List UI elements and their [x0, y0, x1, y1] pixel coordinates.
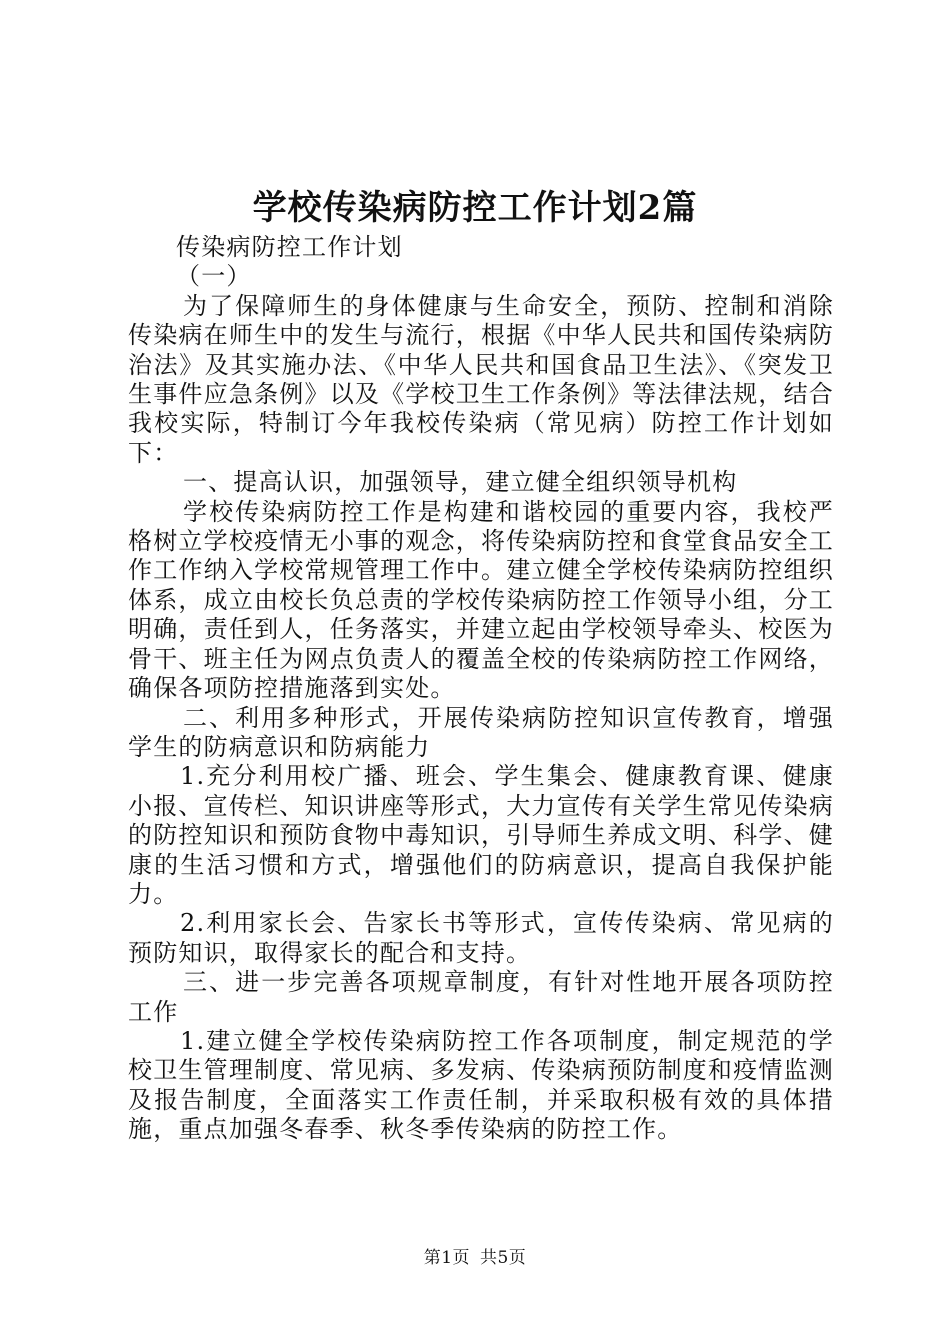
section-3-item-1: 1.建立健全学校传染病防控工作各项制度，制定规范的学校卫生管理制度、常见病、多发病、传染病预防制度和疫情监测及报告制度，全面落实工作责任制，并采取积极有效的具体措施，重点加强冬春季、秋冬季传染病的防控工作。: [128, 1026, 834, 1144]
section-2-item-2: 2.利用家长会、告家长书等形式，宣传传染病、常见病的预防知识，取得家长的配合和支持。: [128, 909, 834, 967]
section-heading-2: 二、利用多种形式，开展传染病防控知识宣传教育，增强学生的防病意识和防病能力: [128, 703, 834, 761]
intro-paragraph: 为了保障师生的身体健康与生命安全，预防、控制和消除传染病在师生中的发生与流行，根据《中华人民共和国传染病防治法》及其实施办法、《中华人民共和国食品卫生法》、《突发卫生事件应急条例》以及《学校卫生工作条例》等法律法规，结合我校实际，特制订今年我校传染病（常见病）防控工作计划如下：: [128, 291, 834, 467]
page-number: 第1页: [423, 1248, 471, 1268]
page-footer: [0, 1243, 950, 1268]
document-body: [128, 233, 834, 1145]
document-subtitle: 传染病防控工作计划: [176, 233, 403, 261]
section-2-item-1: 1.充分利用校广播、班会、学生集会、健康教育课、健康小报、宣传栏、知识讲座等形式，大力宣传有关学生常见传染病的防控知识和预防食物中毒知识，引导师生养成文明、科学、健康的生活习惯和方式，增强他们的防病意识，提高自我保护能力。: [128, 762, 834, 908]
document-title: 学校传染病防控工作计划2篇: [252, 188, 698, 228]
section-heading-1: 一、提高认识，加强领导，建立健全组织领导机构: [183, 468, 738, 497]
section-number: （一）: [176, 262, 252, 291]
page-total: 共5页: [479, 1248, 527, 1268]
section-heading-3: 三、进一步完善各项规章制度，有针对性地开展各项防控工作: [128, 968, 834, 1026]
section-1-paragraph: 学校传染病防控工作是构建和谐校园的重要内容，我校严格树立学校疫情无小事的观念，将传染病防控和食堂食品安全工作工作纳入学校常规管理工作中。建立健全学校传染病防控组织体系，成立由校长负总责的学校传染病防控工作领导小组，分工明确，责任到人，任务落实，并建立起由学校领导牵头、校医为骨干、班主任为网点负责人的覆盖全校的传染病防控工作网络，确保各项防控措施落到实处。: [128, 497, 834, 703]
